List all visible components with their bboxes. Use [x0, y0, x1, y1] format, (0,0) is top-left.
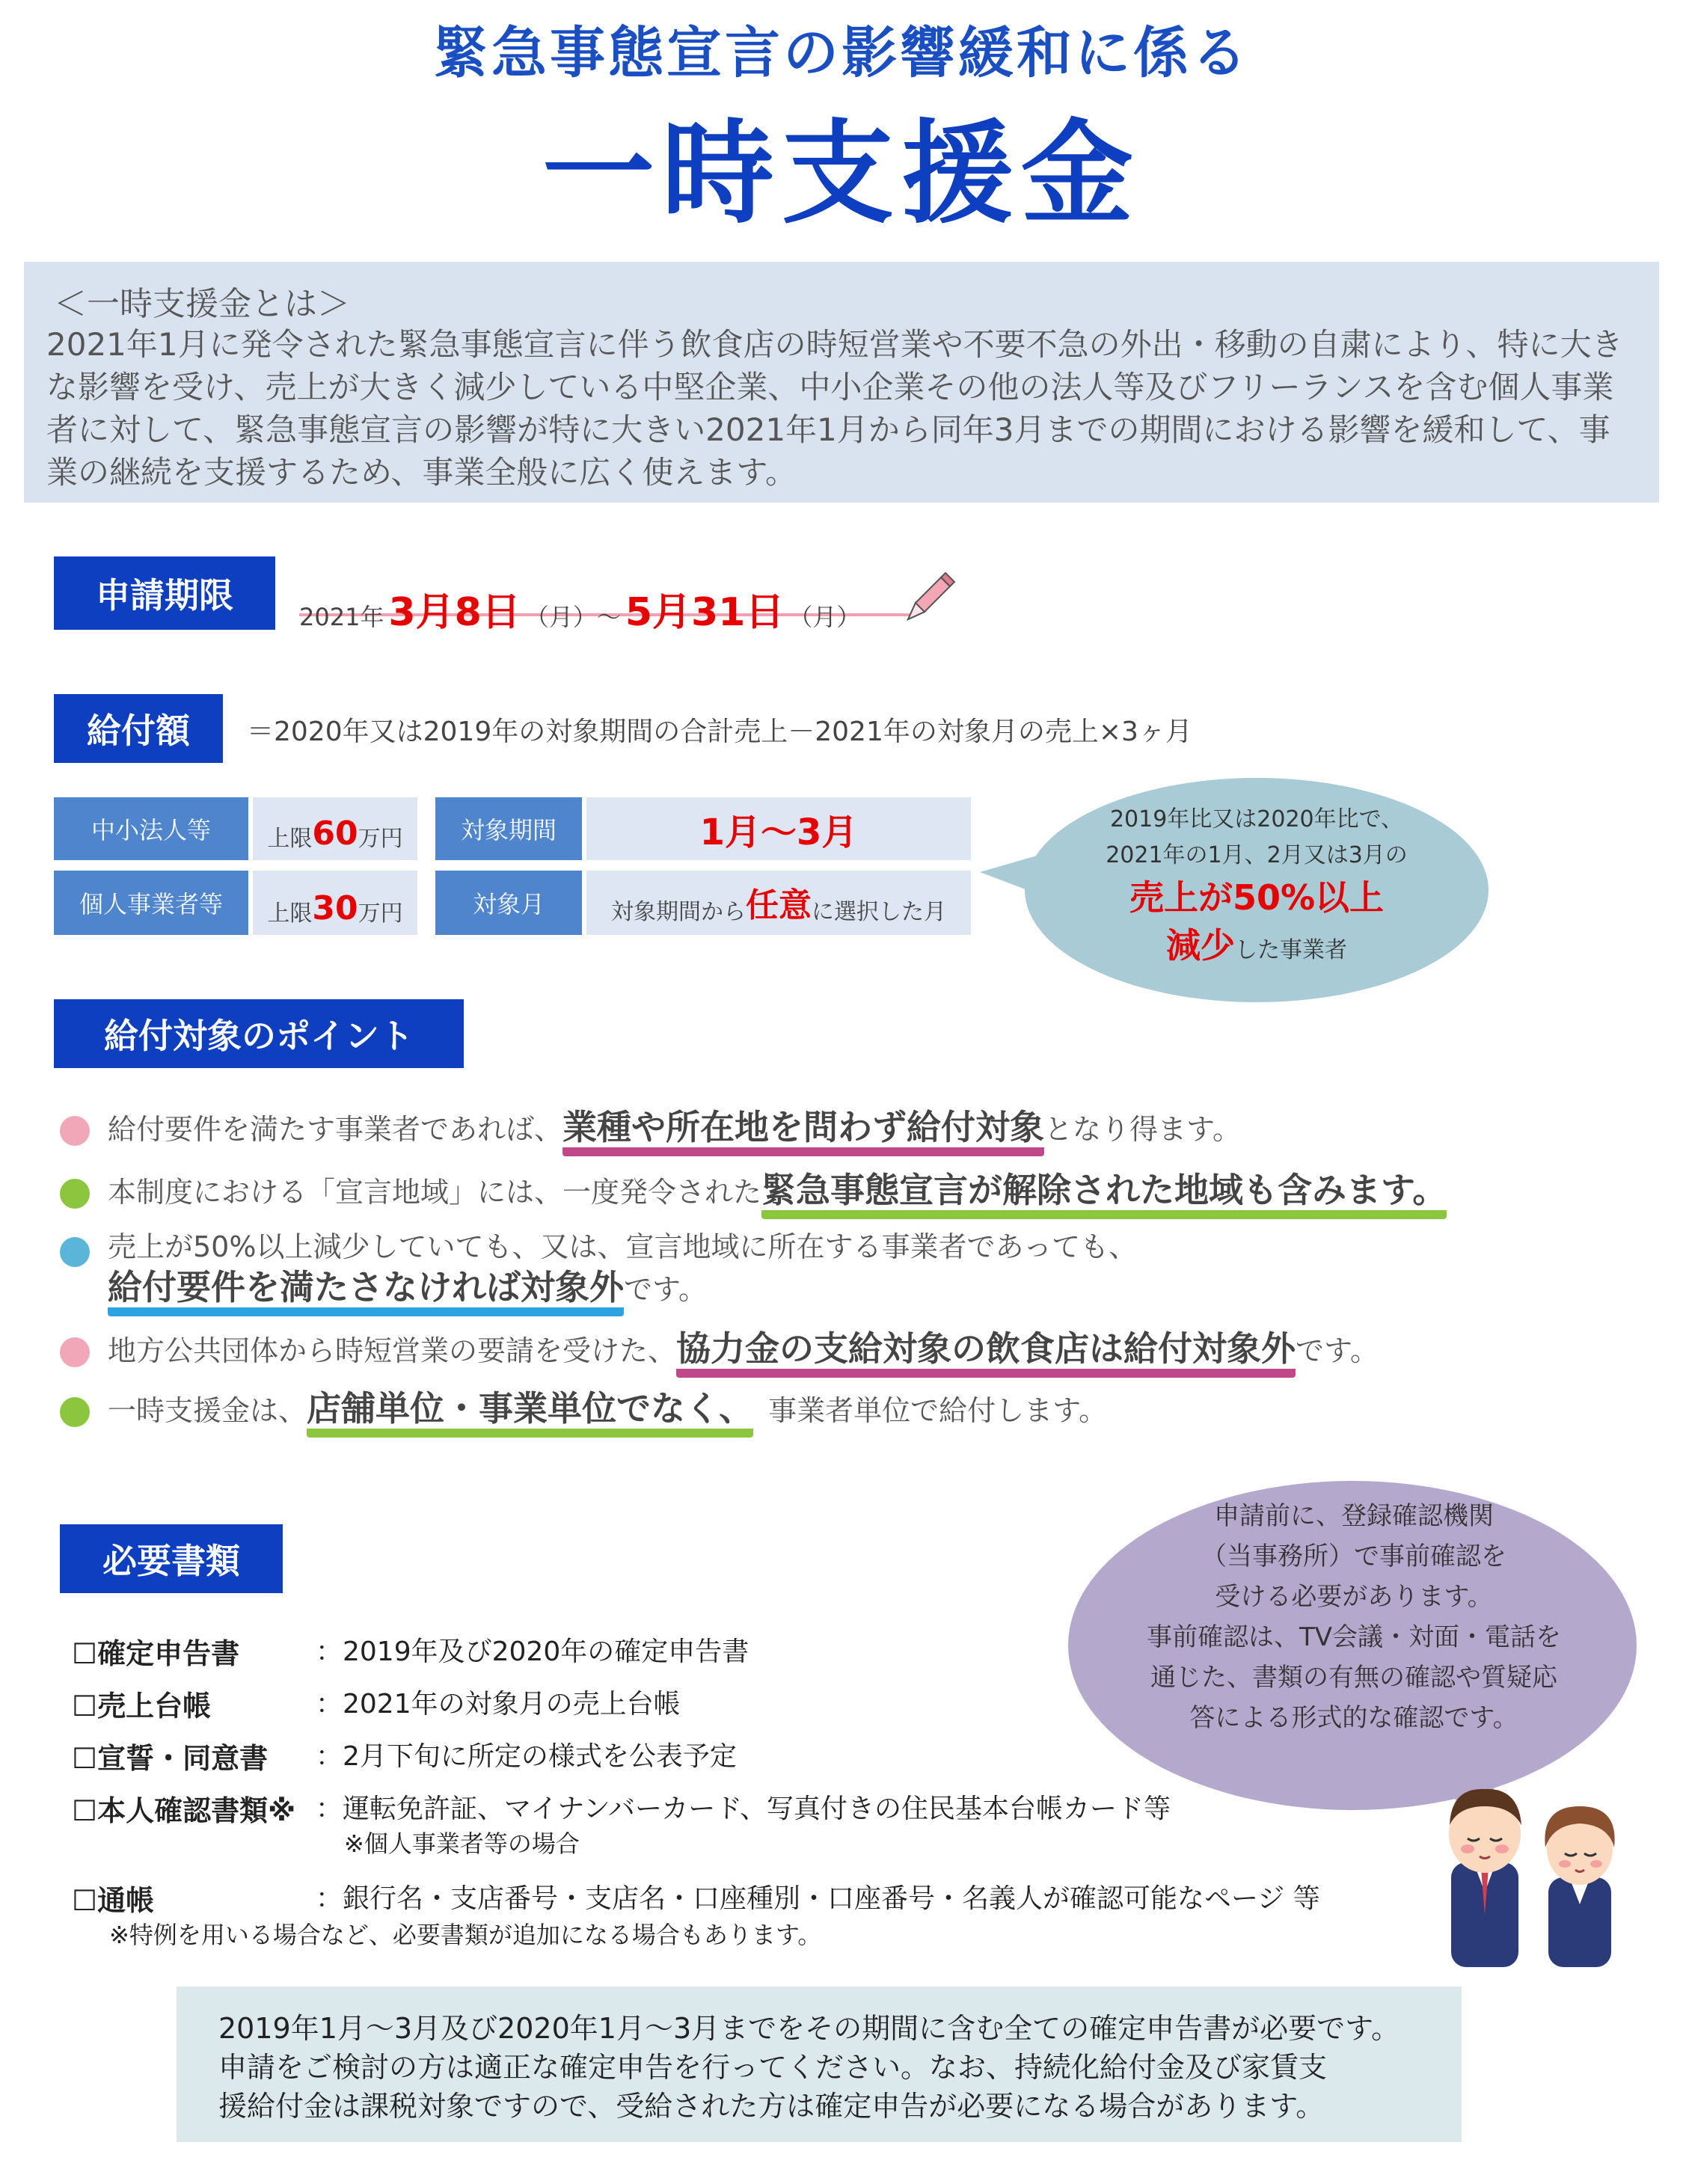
- footer-note-line3: 援給付金は課税対象ですので、受給された方は確定申告が必要になる場合があります。: [218, 2090, 1325, 2123]
- row1-limit-prefix: 上限: [267, 826, 313, 852]
- point-item-2: [108, 1170, 1447, 1212]
- bubble2-line4: 事前確認は、TV会議・対面・電話を: [1146, 1622, 1562, 1652]
- period-dates: [299, 580, 913, 635]
- row2-limit-prefix: 上限: [267, 901, 313, 927]
- bubble1-line4: [1032, 921, 1481, 975]
- row1-key: 対象期間: [435, 797, 582, 860]
- point-5-before: 一時支援金は、: [108, 1394, 307, 1427]
- bullet-dot: [60, 1237, 90, 1267]
- period-start: 3月8日: [388, 590, 521, 635]
- bubble1-line4-rest: した事業者: [1235, 937, 1347, 963]
- row2-value: [586, 871, 971, 935]
- doc-name-1: ☐確定申告書: [72, 1637, 240, 1670]
- doc-desc-2: ：2021年の対象月の売上台帳: [316, 1689, 681, 1720]
- bubble2-line2: （当事務所）で事前確認を: [1201, 1542, 1506, 1571]
- footer-note-text: [218, 2009, 1445, 2126]
- intro-box: [24, 262, 1659, 503]
- point-2-before: 本制度における「宣言地域」には、一度発令された: [108, 1176, 762, 1209]
- bubble1-line4-em: 減少: [1166, 925, 1235, 966]
- row2-value-em: 任意: [746, 886, 812, 924]
- row2-key: 対象月: [435, 871, 582, 935]
- doc-note-id: ※個人事業者等の場合: [344, 1829, 580, 1858]
- row2-limit-value: 30: [312, 889, 358, 927]
- row1-limit: [253, 797, 417, 860]
- amount-label: 給付額: [54, 694, 223, 763]
- bubble1-line2: 2021年の1月、2月又は3月の: [1106, 842, 1408, 868]
- point-4-em: 協力金の支給対象の飲食店は給付対象外: [676, 1328, 1296, 1378]
- point-1-before: 給付要件を満たす事業者であれば、: [108, 1113, 563, 1146]
- point-5-after: 事業者単位で給付します。: [768, 1394, 1108, 1427]
- row1-label: 中小法人等: [54, 797, 248, 860]
- bubble2-line1: 申請前に、登録確認機関: [1214, 1501, 1494, 1531]
- documents-label: 必要書類: [60, 1524, 283, 1593]
- period-year: 2021年: [299, 603, 384, 631]
- bubble2-line5: 通じた、書類の有無の確認や質疑応: [1150, 1663, 1557, 1693]
- period-label: 申請期限: [54, 556, 275, 630]
- row2-label: 個人事業者等: [54, 871, 248, 935]
- reduction-bubble-text: [1032, 802, 1481, 975]
- amount-formula: ＝2020年又は2019年の対象期間の合計売上－2021年の対象月の売上×3ヶ月: [247, 717, 1192, 747]
- point-3-line1: 売上が50%以上減少していても、又は、宣言地域に所在する事業者であっても、: [108, 1230, 1138, 1263]
- period-start-day: （月）～: [524, 603, 621, 631]
- bullet-dot: [60, 1397, 90, 1427]
- doc-name-2: ☐売上台帳: [72, 1690, 212, 1723]
- footer-note-box: [177, 1987, 1462, 2142]
- row2-limit-unit: 万円: [358, 901, 403, 927]
- point-1-after: となり得ます。: [1044, 1113, 1241, 1146]
- bullet-dot: [60, 1179, 90, 1209]
- point-item-5: [108, 1388, 1107, 1431]
- point-3-em: 給付要件を満たさなければ対象外: [108, 1267, 624, 1316]
- doc-desc-5: ：銀行名・支店番号・支店名・口座種別・口座番号・名義人が確認可能なページ 等: [316, 1883, 1320, 1914]
- bubble1-line1: 2019年比又は2020年比で、: [1109, 806, 1404, 832]
- period-end-day: （月）: [788, 603, 861, 631]
- point-4-before: 地方公共団体から時短営業の要請を受けた、: [108, 1334, 677, 1367]
- bubble2-line3: 受ける必要があります。: [1215, 1582, 1493, 1612]
- points-label: 給付対象のポイント: [54, 999, 464, 1068]
- row1-limit-unit: 万円: [358, 826, 403, 852]
- point-3-after: です。: [624, 1273, 707, 1306]
- intro-body: 2021年1月に発令された緊急事態宣言に伴う飲食店の時短営業や不要不急の外出・移動の自粛により、特に大きな影響を受け、売上が大きく減少している中堅企業、中小企業その他の法人等及びフリーランスを含む個人事業者に対して、緊急事態宣言の影響が特に大きい2021年1月から同年3月までの期間における影響を緩和して、事業の継続を支援するため、事業全般に広く使えます。: [46, 326, 1623, 491]
- footer-note-line2: 申請をご検討の方は適正な確定申告を行ってください。なお、持続化給付金及び家賃支: [218, 2051, 1328, 2084]
- intro-heading: ＜一時支援金とは＞: [54, 285, 350, 323]
- bubble2-line6: 答による形式的な確認です。: [1189, 1703, 1518, 1733]
- point-item-1: [108, 1107, 1241, 1150]
- point-item-4: [108, 1328, 1379, 1371]
- row1-limit-value: 60: [312, 815, 358, 853]
- point-2-em: 緊急事態宣言が解除された地域も含みます。: [761, 1170, 1447, 1219]
- doc-desc-1: ：2019年及び2020年の確定申告書: [316, 1637, 749, 1667]
- point-1-em: 業種や所在地を問わず給付対象: [562, 1107, 1044, 1156]
- row2-value-before: 対象期間から: [611, 899, 746, 925]
- page-title: 一時支援金: [542, 109, 1141, 239]
- row1-value-text: 1月～3月: [699, 811, 858, 853]
- point-item-3: [108, 1227, 1137, 1310]
- doc-desc-4: ：運転免許証、マイナンバーカード、写真付きの住民基本台帳カード等: [316, 1794, 1171, 1824]
- point-4-after: です。: [1296, 1334, 1379, 1367]
- doc-note-extra: ※特例を用いる場合など、必要書類が追加になる場合もあります。: [109, 1921, 822, 1949]
- page-subtitle: 緊急事態宣言の影響緩和に係る: [433, 21, 1250, 85]
- doc-name-4: ☐本人確認書類※: [72, 1794, 296, 1827]
- bullet-dot: [60, 1116, 90, 1146]
- doc-name-3: ☐宣誓・同意書: [72, 1742, 269, 1775]
- bubble1-line3: 売上が50%以上: [1129, 877, 1385, 918]
- pencil-icon: [898, 567, 957, 627]
- doc-desc-3: ：2月下旬に所定の様式を公表予定: [316, 1741, 737, 1772]
- doc-name-5: ☐通帳: [72, 1884, 155, 1917]
- point-5-em: 店舗単位・事業単位でなく、: [307, 1388, 753, 1438]
- period-end: 5月31日: [625, 590, 785, 635]
- row2-limit: [253, 871, 417, 935]
- bullet-dot: [60, 1337, 90, 1367]
- footer-note-line1: 2019年1月～3月及び2020年1月～3月までをその期間に含む全ての確定申告書が必要です。: [218, 2012, 1400, 2045]
- bowing-staff-illustration: [1421, 1765, 1646, 1975]
- row2-value-after: に選択した月: [812, 899, 946, 925]
- row1-value: [586, 797, 971, 860]
- pre-check-bubble-text: [1077, 1496, 1631, 1738]
